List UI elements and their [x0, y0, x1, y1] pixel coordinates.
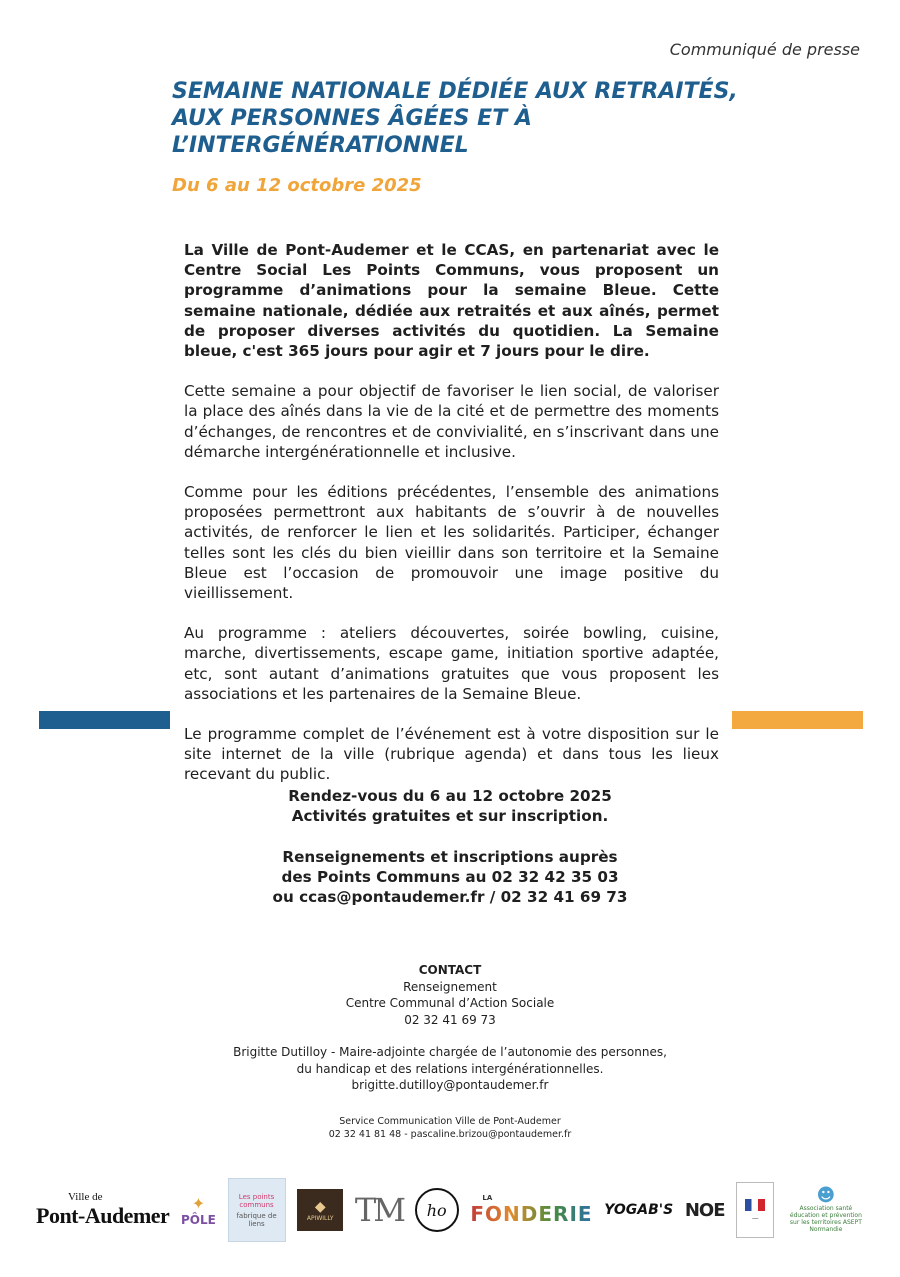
french-flag-icon	[745, 1199, 765, 1211]
title-line-1: SEMAINE NATIONALE DÉDIÉE AUX RETRAITÉS,	[172, 79, 738, 104]
decorative-bar-right	[732, 711, 863, 729]
apiwilly-logo: ◆ APIWILLY	[297, 1189, 343, 1231]
contact-line-1: Renseignement	[403, 979, 497, 994]
contact-heading: CONTACT	[418, 963, 482, 977]
title-line-3: L’INTERGÉNÉRATIONNEL	[172, 133, 469, 158]
contact-person-line-1: Brigitte Dutilloy - Maire-adjointe chargée de l’autonomie des personnes,	[233, 1045, 667, 1059]
contact-person-line-2: du handicap et des relations intergénérationnelles.	[296, 1061, 604, 1076]
service-line-1: Service Communication Ville de Pont-Audemer	[339, 1116, 561, 1127]
partner-logos	[36, 1170, 866, 1250]
title-line-2: AUX PERSONNES ÂGÉES ET À	[172, 106, 532, 131]
noe-logo: NOE	[684, 1199, 725, 1221]
paragraph-objectives: Cette semaine a pour objectif de favoriser le lien social, de valoriser la place des aînés dans la vie de la cité et de permettre des moments d’échanges, de rencontres et de convivialité, en s’inscrivant dans une démarche intergénérationnelle et inclusive.	[184, 382, 719, 461]
prefecture-logo: ―	[736, 1182, 774, 1238]
contact-email[interactable]: brigitte.dutilloy@pontaudemer.fr	[351, 1078, 549, 1092]
la-fonderie-logo: LA FONDERIE	[470, 1194, 593, 1226]
paragraph-programme: Au programme : ateliers découvertes, soirée bowling, cuisine, marche, divertissements, escape game, initiation sportive adaptée, etc, sont autant d’animations gratuites que vous proposent les associations et les partenaires de la Semaine Bleue.	[184, 624, 719, 703]
body-text	[184, 240, 719, 805]
yogabs-logo: YOGAB'S	[604, 1202, 674, 1218]
decorative-bar-left	[39, 711, 170, 729]
inscriptions-line-1: Renseignements et inscriptions auprès	[282, 848, 618, 866]
contact-block	[150, 962, 750, 1094]
service-line-2: 02 32 41 81 48 - pascaline.brizou@pontaudemer.fr	[328, 1129, 572, 1140]
people-icon: ☻	[816, 1185, 836, 1206]
service-communication	[150, 1115, 750, 1141]
rendezvous-block	[200, 786, 700, 826]
rendezvous-line-2: Activités gratuites et sur inscription.	[291, 807, 609, 826]
contact-line-2: Centre Communal d’Action Sociale	[345, 996, 555, 1010]
ville-pont-audemer-logo: Ville de Pont-Audemer	[36, 1191, 170, 1228]
ho-logo: ho	[415, 1188, 459, 1232]
event-dates: Du 6 au 12 octobre 2025	[172, 175, 422, 196]
page-title	[172, 78, 772, 159]
contact-phone: 02 32 41 69 73	[404, 1012, 496, 1027]
paragraph-editions: Comme pour les éditions précédentes, l’ensemble des animations proposées permettront aux habitants de s’ouvrir à de nouvelles activités, de renforcer le lien et les solidarités. Participer, échanger telles sont les clés du bien vieillir dans son territoire et la Semaine Bleue est l’occasion de promouvoir une image positive du vieillissement.	[184, 483, 719, 603]
inscriptions-line-2: des Points Communs au 02 32 42 35 03	[281, 868, 619, 887]
inscriptions-line-3: ou ccas@pontaudemer.fr / 02 32 41 69 73	[272, 888, 628, 907]
asept-normandie-logo: ☻ Association santé éducation et prévention sur les territoires ASEPT Normandie	[789, 1185, 862, 1233]
paragraph-availability: Le programme complet de l’événement est à votre disposition sur le site internet de la ville (rubrique agenda) et dans tous les lieux recevant du public.	[184, 725, 719, 784]
tm-logo: TM	[354, 1191, 404, 1229]
inscriptions-block	[200, 847, 700, 908]
press-kicker: Communiqué de presse	[669, 40, 860, 59]
rendezvous-line-1: Rendez-vous du 6 au 12 octobre 2025	[288, 787, 612, 805]
pole-logo: ✦ PÔLE	[181, 1193, 216, 1227]
points-communs-logo: Les points communs fabrique de liens	[228, 1178, 286, 1242]
lead-paragraph: La Ville de Pont-Audemer et le CCAS, en partenariat avec le Centre Social Les Points Communs, vous proposent un programme d’animations pour la semaine Bleue. Cette semaine nationale, dédiée aux retraités et aux aînés, permet de proposer diverses activités du quotidien. La Semaine bleue, c'est 365 jours pour agir et 7 jours pour le dire.	[184, 241, 719, 361]
